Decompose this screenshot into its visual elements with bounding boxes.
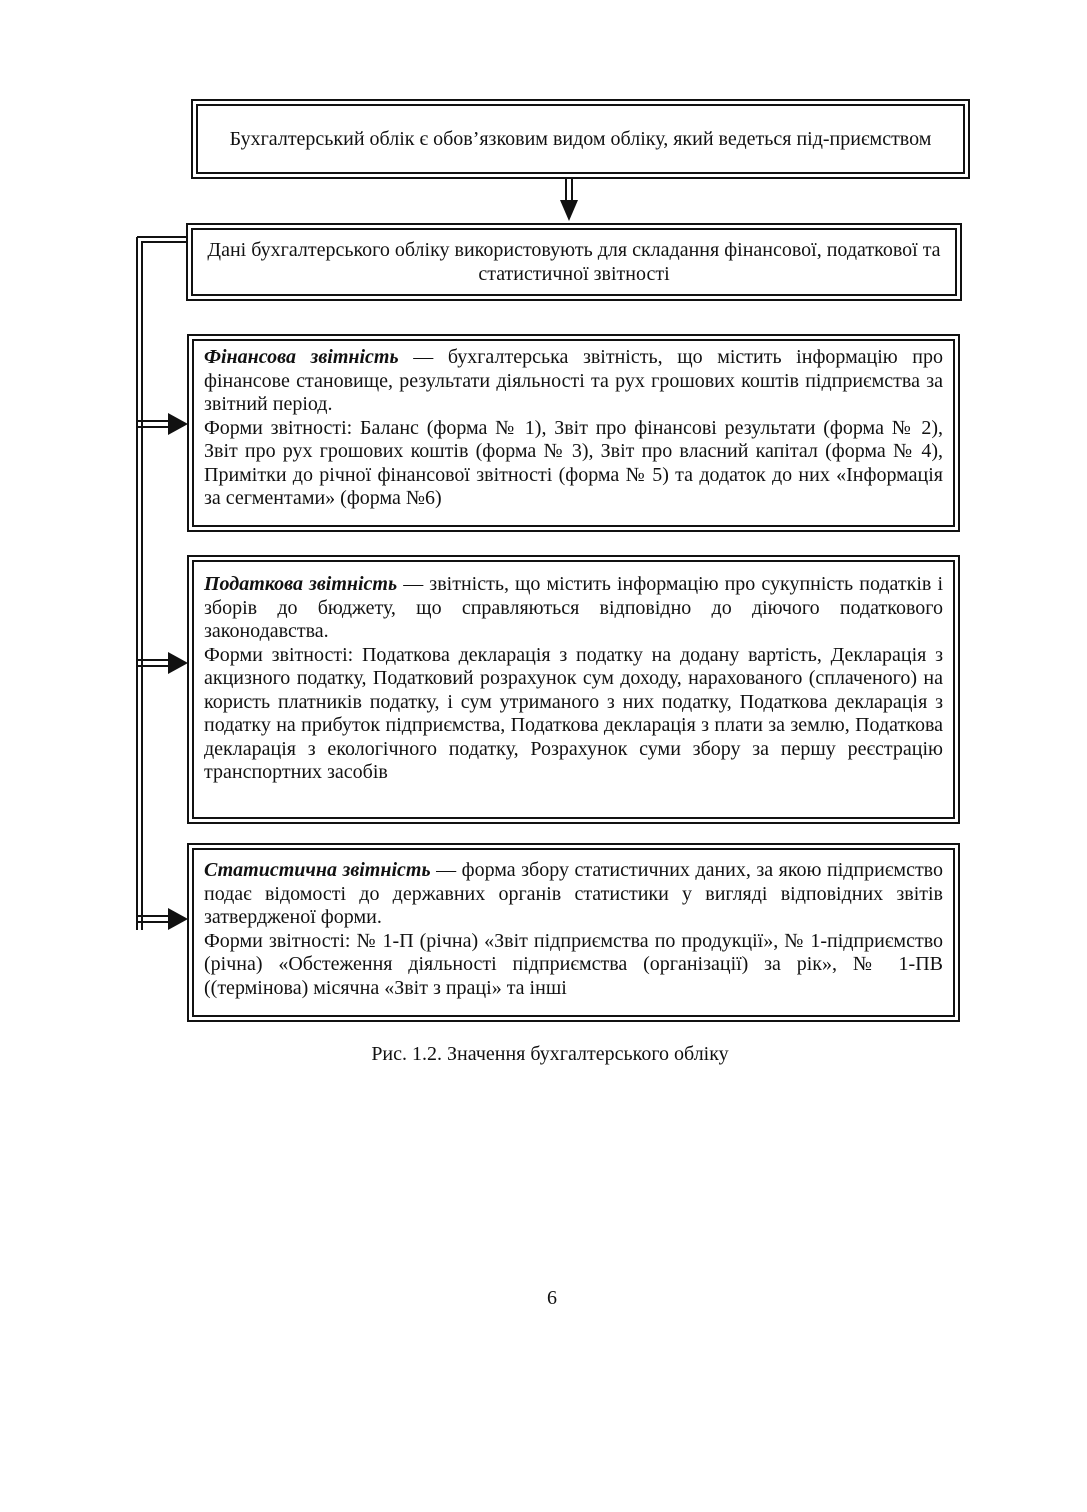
arrow-top-to-data (560, 179, 578, 221)
statistical-forms: Форми звітності: № 1-П (річна) «Звіт підприємства по продукції», № 1-підприємство (річна) «Обстеження діяльності підприємства (організації) за рік», № 1-ПВ ((термінова) місячна «Звіт з праці» та інші (204, 929, 943, 999)
accounting-data-box (186, 223, 962, 301)
financial-forms: Форми звітності: Баланс (форма № 1), Звіт про фінансові результати (форма № 2), Звіт про рух грошових коштів (форма № 3), Звіт про власний капітал (форма № 4), Примітки до річної фінансової звітності (форма № 5) та додаток до них «Інформація за сегментами» (форма №6) (204, 416, 943, 509)
statistical-definition-text: — форма збору статистичних даних, за якою підприємство подає відомості до державних органів статистики у вигляді відповідних звітів затвердженої форми. (204, 859, 943, 928)
tax-definition-text: — звітність, що містить інформацію про сукупність податків і зборів до бюджету, що справляються відповідно до діючого податкового законодавства. (204, 573, 944, 642)
statistical-definition (204, 859, 943, 930)
tax-forms: Форми звітності: Податкова декларація з податку на додану вартість, Декларація з акцизного податку, Податковий розрахунок сум доходу, нарахованого (сплаченого) на користь платників податку, і сум утриманого з них податку, Податкова декларація з податку на прибуток підприємства, Податкова декларація з плати за землю, Податкова декларація з екологічного податку, Розрахунок суми збору за першу реєстрацію транспортних засобів (204, 643, 943, 783)
statistical-term: Статистична звітність (204, 859, 431, 881)
arrow-to-tax (137, 652, 188, 674)
financial-definition (204, 346, 943, 417)
accounting-obligation-text: Бухгалтерський облік є обов’язковим видом обліку, який ведеться під-приємством (229, 128, 932, 150)
tax-reporting-box (187, 555, 960, 824)
figure-caption: Рис. 1.2. Значення бухгалтерського обліку (371, 1043, 729, 1065)
page-number: 6 (547, 1287, 557, 1309)
arrow-to-statistical (137, 908, 188, 930)
tax-term: Податкова звітність (204, 573, 398, 595)
financial-term: Фінансова звітність (204, 346, 399, 368)
accounting-data-text: Дані бухгалтерського обліку використовують для складання фінансової, податкової та статистичної звітності (207, 239, 941, 285)
accounting-obligation-box (191, 99, 970, 179)
financial-reporting-box (187, 334, 960, 532)
tax-definition (204, 573, 943, 644)
arrow-to-financial (137, 413, 188, 435)
left-trunk (137, 237, 186, 930)
financial-definition-text: — бухгалтерська звітність, що містить інформацію про фінансове становище, результати діяльності та рух грошових коштів підприємства за звітний період. (204, 346, 943, 415)
statistical-reporting-box (187, 843, 960, 1022)
